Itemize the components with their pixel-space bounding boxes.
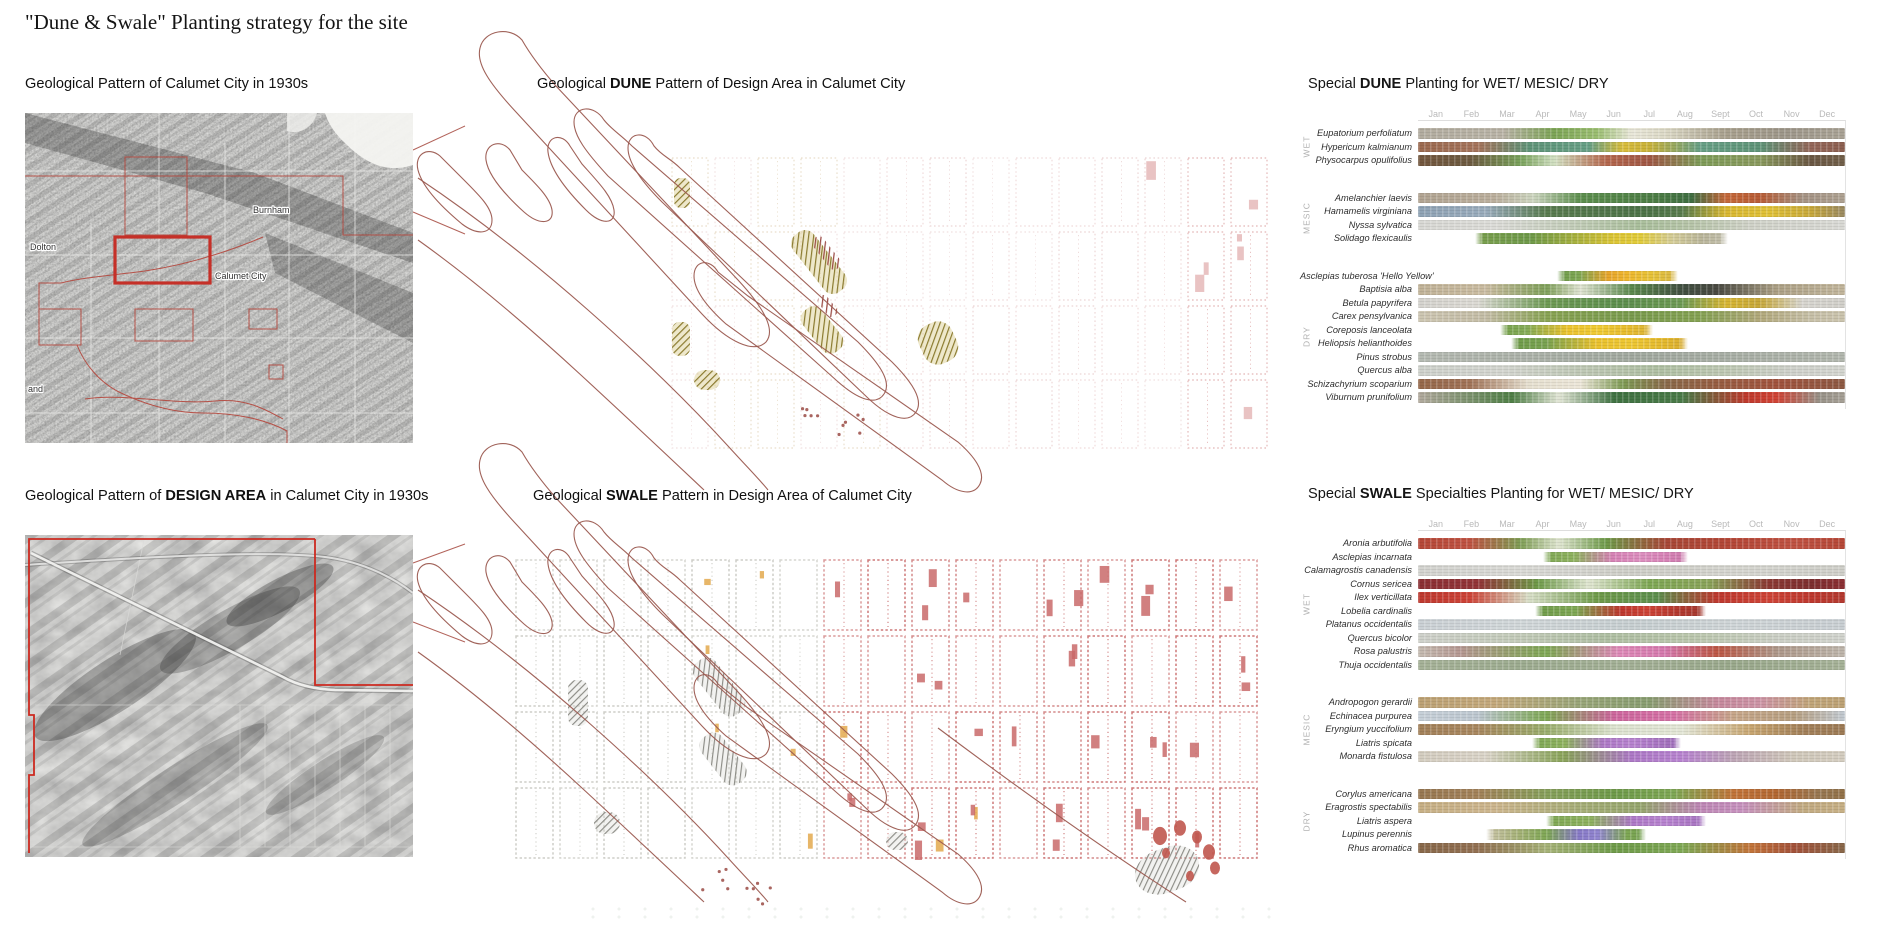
plant-row [1300,789,1845,800]
dot-clusters [701,868,772,906]
plant-row [1300,802,1845,813]
phenology-strip [1418,646,1845,657]
plant-row [1300,711,1845,722]
phenology-strip [1418,538,1845,549]
phenology-strip [1418,843,1845,854]
hand-drawn-contours [417,32,981,492]
swale-pattern-map [418,440,1278,892]
month-label: Mar [1499,109,1515,119]
phenology-strip [1543,552,1689,563]
phenology-strip [1418,660,1845,671]
plant-name-label: Pinus strobus [1356,351,1412,362]
plant-name-label: Amelanchier laevis [1334,192,1412,203]
month-label: May [1569,109,1587,119]
plant-row [1300,738,1845,749]
phenology-strip [1418,284,1845,295]
plant-row [1300,206,1845,217]
phenology-strip [1418,220,1845,231]
heading-text: Geological Pattern of Calumet City in 1930s [25,76,309,92]
phenology-strip [1418,802,1845,813]
plant-name-label: Rhus aromatica [1347,842,1412,853]
plant-name-label: Nyssa sylvatica [1348,219,1412,230]
phenology-strip [1418,392,1845,403]
plant-name-label: Lobelia cardinalis [1341,605,1412,616]
month-label: Oct [1748,109,1763,119]
plant-row [1300,325,1845,336]
hatched-dune-areas [672,178,963,390]
hand-drawn-contours [417,444,1186,904]
month-label: Aug [1676,109,1693,119]
plant-name-label: Corylus americana [1335,788,1412,799]
plant-name-label: Platanus occidentalis [1325,619,1412,630]
month-label: Aug [1676,519,1693,529]
month-label: Jul [1643,109,1656,119]
phenology-strip [1418,724,1845,735]
plant-name-label: Schizachyrium scoparium [1307,378,1412,389]
month-label: Sept [1711,519,1730,529]
plant-row [1300,233,1845,244]
plant-name-label: Eryngium yuccifolium [1325,724,1412,735]
plant-row [1300,193,1845,204]
plant-row [1300,538,1845,549]
phenology-strip [1418,128,1845,139]
heading-swale-map: Geological SWALE Pattern in Design Area of Calumet City [533,488,912,504]
plant-name-label: Asclepias incarnata [1332,551,1412,562]
phenology-strip [1418,751,1845,762]
phenology-strip [1418,311,1845,322]
town-label-dolton: Dolton [30,242,57,252]
plant-name-label: Asclepias tuberosa 'Hello Yellow' [1300,270,1434,281]
month-label: Sept [1711,109,1730,119]
plant-row [1300,365,1845,376]
plant-row [1300,816,1845,827]
aerial-photo-calumet-city-1930s [25,113,413,443]
plant-row [1300,552,1845,563]
plant-name-label: Echinacea purpurea [1329,710,1412,721]
month-label: Nov [1783,109,1800,119]
phenology-strip [1532,738,1681,749]
plant-row [1300,284,1845,295]
plant-row [1300,392,1845,403]
month-label: Apr [1535,109,1550,119]
plant-name-label: Eupatorium perfoliatum [1317,128,1412,139]
phenology-strip [1486,829,1646,840]
moisture-group-label: MESIC [1301,202,1312,234]
plant-row [1300,751,1845,762]
heading-swale-chart: Special SWALE Specialties Planting for WET/ MESIC/ DRY [1308,486,1694,502]
plant-name-label: Heliopsis helianthoides [1318,338,1412,349]
plant-name-label: Carex pensylvanica [1331,311,1412,322]
plant-name-label: Baptisia alba [1359,284,1412,295]
phenology-strip [1418,789,1845,800]
month-header-row [1418,109,1845,119]
plant-row [1300,142,1845,153]
dune-pattern-map [418,28,1278,468]
month-label: Jan [1428,519,1444,529]
phenology-strip [1418,298,1845,309]
phenology-strip [1475,233,1728,244]
moisture-group-label: DRY [1301,326,1312,347]
month-label: Jun [1606,109,1621,119]
month-label: Jul [1643,519,1656,529]
month-header-row [1418,519,1845,529]
heading-aerial-design-area: Geological Pattern of DESIGN AREA in Calumet City in 1930s [25,488,429,504]
plant-row [1300,579,1845,590]
month-label: Apr [1535,519,1550,529]
page-title: "Dune & Swale" Planting strategy for the site [25,10,408,34]
phenology-strip [1418,619,1845,630]
plant-name-label: Coreposis lanceolata [1326,324,1412,335]
moisture-group-label: DRY [1301,810,1312,832]
month-label: Oct [1748,519,1763,529]
month-label: Dec [1819,519,1836,529]
phenology-strip [1418,565,1845,576]
phenology-strip [1418,206,1845,217]
plant-row [1300,660,1845,671]
plant-row [1300,128,1845,139]
town-label-calumet-city: Calumet City [215,271,267,281]
plant-row [1300,724,1845,735]
month-label: Jan [1428,109,1444,119]
plant-row [1300,843,1845,854]
plant-row [1300,271,1845,282]
plant-name-label: Lupinus perennis [1342,829,1412,840]
faint-dot-band [590,906,1285,922]
phenology-strip [1418,711,1845,722]
month-label: Mar [1499,519,1515,529]
heading-dune-chart: Special DUNE Planting for WET/ MESIC/ DRY [1308,76,1609,92]
phenology-strip [1418,379,1845,390]
heading-aerial-city [25,76,308,92]
plant-row [1300,220,1845,231]
plant-name-label: Viburnum prunifolium [1325,392,1412,403]
plant-row [1300,646,1845,657]
plant-name-label: Quercus alba [1357,365,1412,376]
phenology-strip [1418,592,1845,603]
phenology-strip [1418,365,1845,376]
month-label: Nov [1783,519,1800,529]
city-grid-pattern [672,158,1267,448]
heading-dune-map: Geological DUNE Pattern of Design Area in Calumet City [537,76,906,92]
plant-name-label: Calamagrostis canadensis [1304,565,1412,576]
aerial-photo-design-area-1930s [25,535,413,857]
plant-row [1300,565,1845,576]
plant-name-label: Andropogon gerardii [1328,697,1412,708]
plant-name-label: Physocarpus opulifolius [1315,155,1412,166]
plant-row [1300,829,1845,840]
plant-name-label: Cornus sericea [1350,578,1412,589]
phenology-strip [1418,697,1845,708]
phenology-strip [1557,271,1678,282]
moisture-group-label: WET [1301,135,1312,158]
plant-name-label: Ilex verticillata [1354,592,1412,603]
phenology-strip [1418,155,1845,166]
phenology-strip [1418,633,1845,644]
plant-name-label: Rosa palustris [1353,646,1412,657]
phenology-strip [1511,338,1689,349]
plant-row [1300,298,1845,309]
plant-row [1300,633,1845,644]
plant-row [1300,338,1845,349]
dot-clusters [801,407,865,436]
plant-name-label: Liatris spicata [1355,737,1412,748]
plant-row [1300,697,1845,708]
plant-name-label: Solidago flexicaulis [1333,233,1412,244]
plant-name-label: Thuja occidentalis [1338,659,1412,670]
month-label: Feb [1463,519,1480,529]
plant-name-label: Eragrostis spectabilis [1325,802,1412,813]
plant-row [1300,592,1845,603]
month-label: Feb [1463,109,1480,119]
phenology-strip [1418,193,1845,204]
plant-row [1300,606,1845,617]
plant-name-label: Liatris aspera [1356,815,1412,826]
phenology-strip [1418,579,1845,590]
town-label-burnham: Burnham [253,205,290,215]
plant-name-label: Hamamelis virginiana [1324,206,1412,217]
plant-row [1300,352,1845,363]
town-label-partial: and [28,384,44,394]
phenology-strip [1535,606,1706,617]
month-label: May [1569,519,1587,529]
phenology-strip [1418,142,1845,153]
phenology-strip [1418,352,1845,363]
plant-name-label: Betula papyrifera [1342,297,1412,308]
month-label: Dec [1819,109,1836,119]
plant-name-label: Monarda fistulosa [1339,751,1412,762]
phenology-strip [1500,325,1653,336]
plant-row [1300,379,1845,390]
phenology-strip [1546,816,1706,827]
month-label: Jun [1606,519,1621,529]
plant-row [1300,619,1845,630]
plant-row [1300,311,1845,322]
plant-name-label: Hypericum kalmianum [1321,141,1412,152]
plant-name-label: Quercus bicolor [1347,632,1412,643]
moisture-group-label: MESIC [1301,713,1312,746]
plant-name-label: Aronia arbutifolia [1343,538,1412,549]
moisture-group-label: WET [1301,593,1312,615]
plant-row [1300,155,1845,166]
